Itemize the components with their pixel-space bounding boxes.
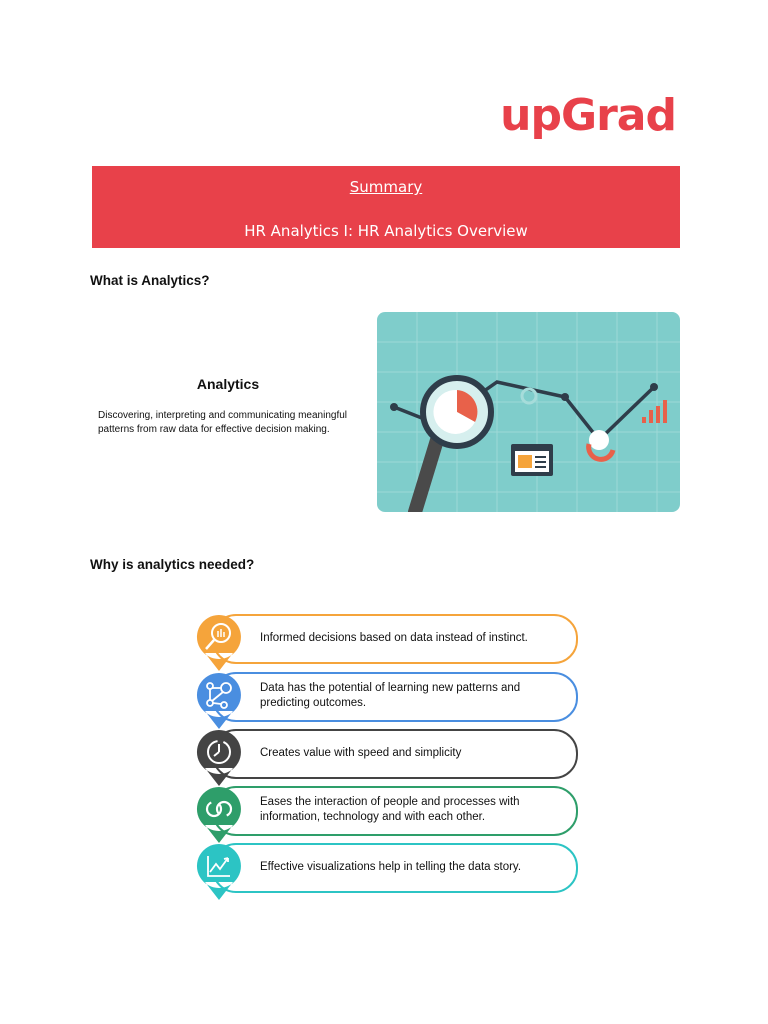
section-heading-what: What is Analytics? [90, 273, 210, 288]
reason-text: Effective visualizations help in telling the data story. [260, 860, 522, 873]
reason-text: Eases the interaction of people and processes with information, technology and with each other. [260, 796, 520, 823]
banner-summary-label: Summary [349, 178, 423, 196]
interlinked-rings-icon [195, 785, 243, 845]
reason-row [192, 785, 578, 835]
reason-row [192, 613, 578, 663]
title-banner [92, 166, 680, 248]
reason-text: Informed decisions based on data instead of instinct. [260, 631, 528, 644]
analytics-description: Discovering, interpreting and communicating meaningful patterns from raw data for effective decision making. [98, 410, 348, 435]
analytics-illustration [377, 312, 680, 512]
reason-row [192, 728, 578, 778]
banner-subtitle: HR Analytics I: HR Analytics Overview [244, 222, 528, 240]
reason-row [192, 842, 578, 892]
upgrad-logo: upGrad [500, 90, 676, 141]
reason-text: Creates value with speed and simplicity [260, 746, 462, 759]
network-nodes-icon [195, 671, 243, 731]
magnifier-chart-icon [195, 613, 243, 673]
line-chart-icon [195, 842, 243, 902]
clock-icon [195, 728, 243, 788]
reason-row [192, 671, 578, 721]
section-heading-why: Why is analytics needed? [90, 557, 255, 572]
reason-text: Data has the potential of learning new patterns and predicting outcomes. [260, 682, 521, 709]
analytics-title: Analytics [196, 376, 260, 392]
